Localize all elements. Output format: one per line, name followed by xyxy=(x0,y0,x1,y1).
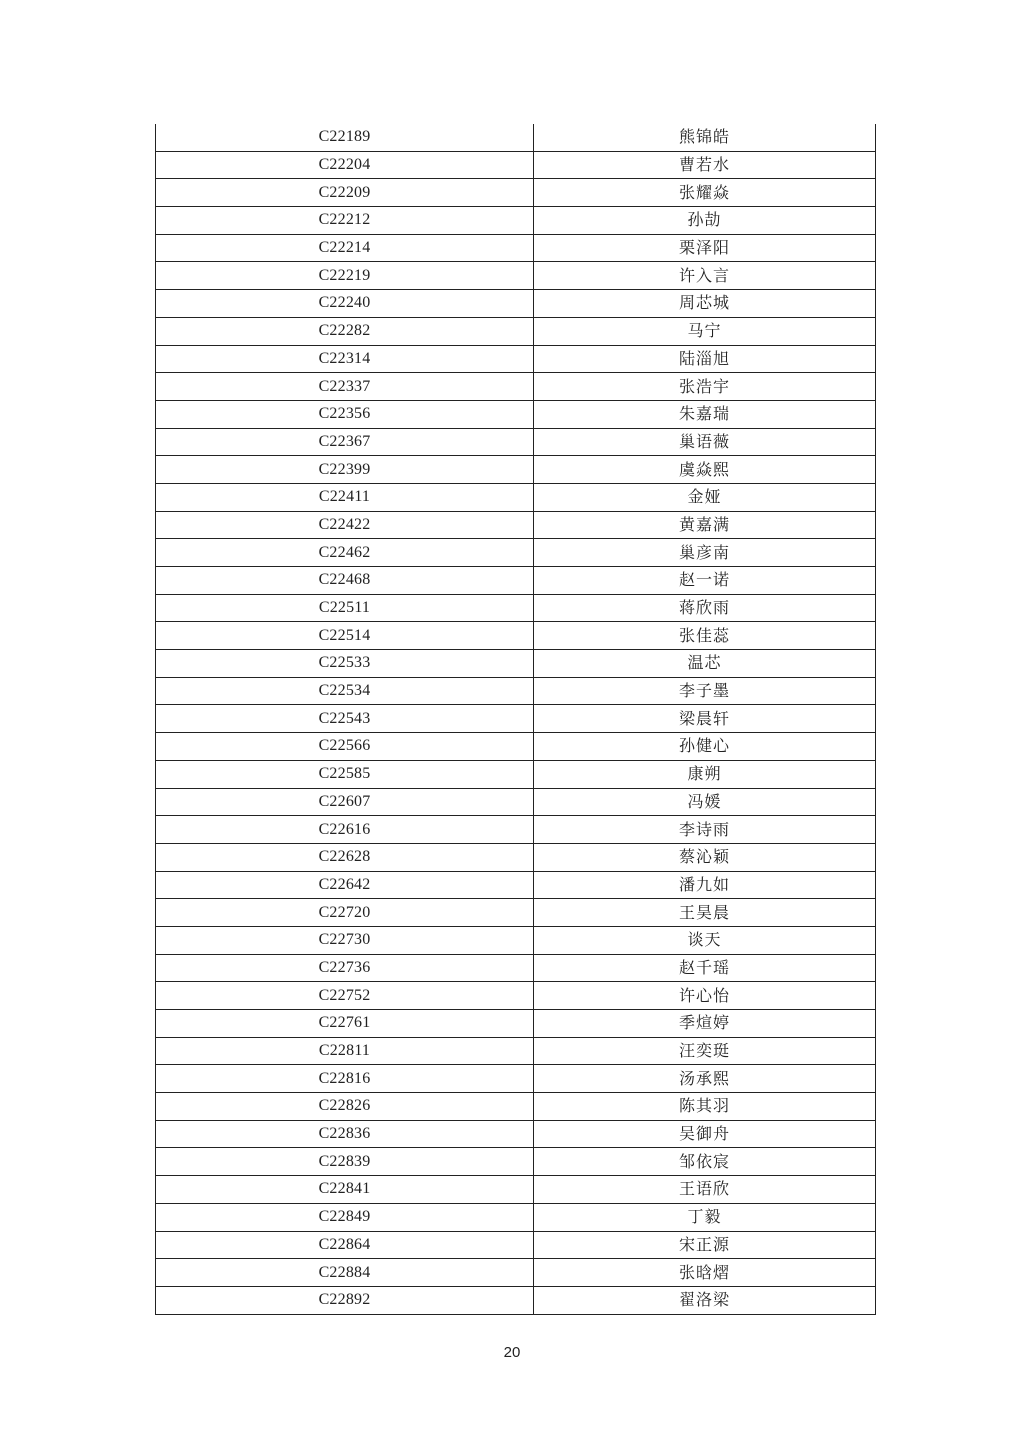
student-name-cell: 巢彦南 xyxy=(534,539,876,567)
student-id-cell: C22616 xyxy=(156,816,534,844)
table-row xyxy=(156,428,876,456)
student-name-cell: 邹依宸 xyxy=(534,1148,876,1176)
roster-table-body xyxy=(156,124,876,1314)
student-name-cell: 朱嘉瑞 xyxy=(534,400,876,428)
table-row xyxy=(156,705,876,733)
student-name-cell: 汪奕珽 xyxy=(534,1037,876,1065)
student-name-cell: 张浩宇 xyxy=(534,373,876,401)
table-row xyxy=(156,456,876,484)
student-id-cell: C22836 xyxy=(156,1120,534,1148)
table-row xyxy=(156,1259,876,1287)
student-id-cell: C22282 xyxy=(156,317,534,345)
student-id-cell: C22337 xyxy=(156,373,534,401)
student-id-cell: C22736 xyxy=(156,954,534,982)
student-name-cell: 孙劼 xyxy=(534,207,876,235)
table-row xyxy=(156,1065,876,1093)
table-row xyxy=(156,1231,876,1259)
student-name-cell: 康朔 xyxy=(534,760,876,788)
table-row xyxy=(156,954,876,982)
student-name-cell: 王昊晨 xyxy=(534,899,876,927)
student-name-cell: 翟洛梁 xyxy=(534,1286,876,1314)
table-row xyxy=(156,733,876,761)
table-row xyxy=(156,843,876,871)
table-row xyxy=(156,539,876,567)
student-name-cell: 吴御舟 xyxy=(534,1120,876,1148)
student-name-cell: 丁毅 xyxy=(534,1203,876,1231)
student-id-cell: C22314 xyxy=(156,345,534,373)
student-id-cell: C22849 xyxy=(156,1203,534,1231)
student-id-cell: C22468 xyxy=(156,567,534,595)
table-row xyxy=(156,1010,876,1038)
table-row xyxy=(156,1037,876,1065)
student-name-cell: 赵千瑶 xyxy=(534,954,876,982)
student-id-cell: C22240 xyxy=(156,290,534,318)
roster-table xyxy=(155,124,876,1315)
student-name-cell: 谈天 xyxy=(534,926,876,954)
student-id-cell: C22607 xyxy=(156,788,534,816)
student-name-cell: 栗泽阳 xyxy=(534,234,876,262)
table-row xyxy=(156,262,876,290)
student-id-cell: C22514 xyxy=(156,622,534,650)
table-row xyxy=(156,982,876,1010)
student-id-cell: C22816 xyxy=(156,1065,534,1093)
student-name-cell: 马宁 xyxy=(534,317,876,345)
student-name-cell: 虞焱熙 xyxy=(534,456,876,484)
student-id-cell: C22411 xyxy=(156,483,534,511)
student-name-cell: 蒋欣雨 xyxy=(534,594,876,622)
student-id-cell: C22811 xyxy=(156,1037,534,1065)
student-id-cell: C22720 xyxy=(156,899,534,927)
student-id-cell: C22585 xyxy=(156,760,534,788)
table-row xyxy=(156,899,876,927)
table-row xyxy=(156,788,876,816)
table-row xyxy=(156,1286,876,1314)
student-name-cell: 许心怡 xyxy=(534,982,876,1010)
student-name-cell: 张耀焱 xyxy=(534,179,876,207)
student-name-cell: 蔡沁颖 xyxy=(534,843,876,871)
student-id-cell: C22761 xyxy=(156,1010,534,1038)
student-id-cell: C22730 xyxy=(156,926,534,954)
table-row xyxy=(156,345,876,373)
table-row xyxy=(156,207,876,235)
student-id-cell: C22209 xyxy=(156,179,534,207)
table-row xyxy=(156,677,876,705)
student-id-cell: C22884 xyxy=(156,1259,534,1287)
student-name-cell: 张佳蕊 xyxy=(534,622,876,650)
student-name-cell: 陈其羽 xyxy=(534,1093,876,1121)
student-id-cell: C22214 xyxy=(156,234,534,262)
student-id-cell: C22826 xyxy=(156,1093,534,1121)
student-name-cell: 宋正源 xyxy=(534,1231,876,1259)
student-id-cell: C22839 xyxy=(156,1148,534,1176)
student-id-cell: C22841 xyxy=(156,1176,534,1204)
student-id-cell: C22892 xyxy=(156,1286,534,1314)
table-row xyxy=(156,373,876,401)
student-name-cell: 李诗雨 xyxy=(534,816,876,844)
table-row xyxy=(156,1148,876,1176)
table-row xyxy=(156,760,876,788)
student-name-cell: 金娅 xyxy=(534,483,876,511)
table-row xyxy=(156,483,876,511)
table-row xyxy=(156,594,876,622)
student-name-cell: 熊锦皓 xyxy=(534,124,876,151)
table-row xyxy=(156,179,876,207)
student-name-cell: 冯媛 xyxy=(534,788,876,816)
table-row xyxy=(156,400,876,428)
student-id-cell: C22566 xyxy=(156,733,534,761)
student-id-cell: C22204 xyxy=(156,151,534,179)
table-row xyxy=(156,151,876,179)
page-number: 20 xyxy=(503,1344,521,1361)
table-row xyxy=(156,567,876,595)
student-id-cell: C22399 xyxy=(156,456,534,484)
student-id-cell: C22511 xyxy=(156,594,534,622)
student-name-cell: 周芯城 xyxy=(534,290,876,318)
table-row xyxy=(156,511,876,539)
student-id-cell: C22543 xyxy=(156,705,534,733)
student-name-cell: 黄嘉满 xyxy=(534,511,876,539)
table-row xyxy=(156,1203,876,1231)
student-id-cell: C22189 xyxy=(156,124,534,151)
student-id-cell: C22533 xyxy=(156,650,534,678)
table-row xyxy=(156,816,876,844)
student-name-cell: 曹若水 xyxy=(534,151,876,179)
student-id-cell: C22219 xyxy=(156,262,534,290)
table-row xyxy=(156,1120,876,1148)
student-id-cell: C22628 xyxy=(156,843,534,871)
student-id-cell: C22367 xyxy=(156,428,534,456)
student-id-cell: C22864 xyxy=(156,1231,534,1259)
student-id-cell: C22356 xyxy=(156,400,534,428)
table-row xyxy=(156,234,876,262)
student-name-cell: 赵一诺 xyxy=(534,567,876,595)
student-id-cell: C22462 xyxy=(156,539,534,567)
table-row xyxy=(156,1176,876,1204)
student-name-cell: 巢语薇 xyxy=(534,428,876,456)
student-name-cell: 李子墨 xyxy=(534,677,876,705)
student-name-cell: 梁晨轩 xyxy=(534,705,876,733)
student-name-cell: 潘九如 xyxy=(534,871,876,899)
student-name-cell: 许入言 xyxy=(534,262,876,290)
student-name-cell: 汤承熙 xyxy=(534,1065,876,1093)
student-id-cell: C22212 xyxy=(156,207,534,235)
student-name-cell: 季煊婷 xyxy=(534,1010,876,1038)
student-name-cell: 陆淄旭 xyxy=(534,345,876,373)
table-row xyxy=(156,290,876,318)
student-id-cell: C22752 xyxy=(156,982,534,1010)
table-row xyxy=(156,1093,876,1121)
table-row xyxy=(156,871,876,899)
student-id-cell: C22642 xyxy=(156,871,534,899)
table-row xyxy=(156,622,876,650)
student-name-cell: 王语欣 xyxy=(534,1176,876,1204)
table-row xyxy=(156,124,876,151)
table-row xyxy=(156,926,876,954)
student-name-cell: 张晗熠 xyxy=(534,1259,876,1287)
student-id-cell: C22534 xyxy=(156,677,534,705)
student-name-cell: 孙健心 xyxy=(534,733,876,761)
student-id-cell: C22422 xyxy=(156,511,534,539)
table-row xyxy=(156,650,876,678)
table-row xyxy=(156,317,876,345)
student-name-cell: 温芯 xyxy=(534,650,876,678)
